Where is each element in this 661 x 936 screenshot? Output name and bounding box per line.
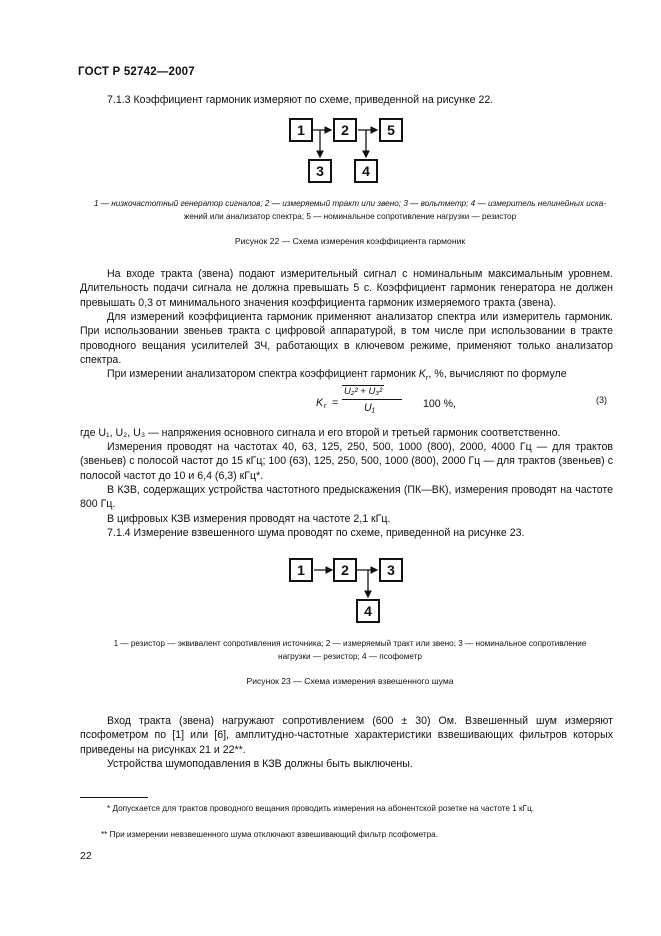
paragraph-noise-load: Вход тракта (звена) нагружают сопротивлением (600 ± 30) Ом. Взвешенный шум измеряют псофометром по [1] или [6], амплитудно-частотные характеристики взвешивающих фильтров которых приведены на рисунках 21 и 22**. bbox=[80, 715, 613, 756]
formula-number: (3) bbox=[596, 395, 607, 405]
kg-symbol: K bbox=[418, 368, 426, 380]
paragraph-kzv-preemphasis: В КЗВ, содержащих устройства частотного предыскажения (ПК—ВК), измерения проводят на частоте 800 Гц. bbox=[80, 484, 613, 511]
formula-lhs: K bbox=[316, 397, 324, 409]
document-header: ГОСТ Р 52742—2007 bbox=[78, 66, 195, 78]
fig22-legend-line1: 1 — низкочастотный генератор сигналов; 2 — измеряемый тракт или звено; 3 — вольтметр; 4 — измеритель нелинейных иска- bbox=[93, 199, 607, 208]
fig23-block-4: 4 bbox=[356, 599, 380, 623]
fig22-block-5: 5 bbox=[379, 118, 403, 142]
fraction-bar bbox=[342, 399, 402, 400]
formula-intro-lead: При измерении анализатором спектра коэффициент гармоник bbox=[107, 368, 416, 380]
formula-rhs: 100 %, bbox=[423, 398, 456, 410]
kg-subscript: г bbox=[425, 375, 429, 383]
fig23-block-2: 2 bbox=[333, 558, 357, 582]
fig22-title: Рисунок 22 — Схема измерения коэффициента гармоник bbox=[234, 236, 466, 246]
paragraph-where: где U₁, U₂, U₃ — напряжения основного сигнала и его второй и третьей гармоник соответственно. bbox=[80, 427, 561, 439]
formula-equals: = bbox=[332, 397, 339, 409]
fig23-block-1: 1 bbox=[289, 558, 313, 582]
fig23-legend-line2: нагрузки — резистор; 4 — псофометр bbox=[278, 652, 422, 661]
formula-numerator: U₂² + U₃² bbox=[344, 386, 383, 397]
formula-3 bbox=[316, 385, 426, 425]
formula-intro-tail: , %, вычисляют по формуле bbox=[428, 368, 567, 380]
paragraph-analyzer: Для измерений коэффициента гармоник применяют анализатор спектра или измеритель гармоник. При использовании звеньев тракта с цифровой аппаратурой, в том числе при использовании в тракте проводного вещания усилителей ЗЧ, работающих в ключевом режиме, применяют только анализатор спектра. bbox=[80, 311, 613, 367]
paragraph-digital-kzv: В цифровых КЗВ измерения проводят на частоте 2,1 кГц. bbox=[107, 513, 391, 525]
page-number: 22 bbox=[80, 850, 92, 862]
paragraph-input-signal: На входе тракта (звена) подают измерительный сигнал с номинальным максимальным уровнем. Длительность подачи сигнала не должна превышать 5 с. Коэффициент гармоник генератора не должен превышать 0,3 от минимального значения коэффициента гармоник измеряемого тракта (звена). bbox=[80, 268, 613, 309]
fig23-legend-line1: 1 — резистор — эквивалент сопротивления источника; 2 — измеряемый тракт или звено; 3 — номинальное сопротивление bbox=[113, 639, 587, 648]
section-7-1-4: 7.1.4 Измерение взвешенного шума проводят по схеме, приведенной на рисунке 23. bbox=[107, 527, 525, 539]
fig23-title: Рисунок 23 — Схема измерения взвешенного шума bbox=[246, 676, 454, 686]
paragraph-frequencies: Измерения проводят на частотах 40, 63, 125, 250, 500, 1000 (800), 2000, 4000 Гц — для трактов (звеньев) с полосой частот до 15 кГц; 100 (63), 125, 250, 500, 1000 (800), 2000 Гц — для трактов (звеньев) с полосой частот до 10 и 6,4 (6,3) кГц*. bbox=[80, 441, 613, 482]
paragraph-formula-intro bbox=[107, 367, 613, 387]
fig22-block-1: 1 bbox=[289, 118, 313, 142]
fig22-block-2: 2 bbox=[333, 118, 357, 142]
fig22-legend-line2: жений или анализатор спектра; 5 — номинальное сопротивление нагрузки — резистор bbox=[183, 212, 517, 221]
fig23-block-3: 3 bbox=[379, 558, 403, 582]
fig22-block-3: 3 bbox=[308, 159, 332, 183]
paragraph-noise-reduction: Устройства шумоподавления в КЗВ должны быть выключены. bbox=[107, 758, 413, 770]
formula-lhs-sub: г bbox=[324, 403, 327, 410]
fig22-block-4: 4 bbox=[354, 159, 378, 183]
footnote-1: * Допускается для трактов проводного вещания проводить измерения на абонентской розетке на частоте 1 кГц. bbox=[107, 804, 535, 813]
section-7-1-3: 7.1.3 Коэффициент гармоник измеряют по схеме, приведенной на рисунке 22. bbox=[107, 94, 494, 106]
formula-denominator: U₁ bbox=[364, 402, 375, 414]
footnote-2: ** При измерении невзвешенного шума отключают взвешивающий фильтр псофометра. bbox=[101, 830, 438, 839]
footnote-separator bbox=[80, 797, 148, 798]
